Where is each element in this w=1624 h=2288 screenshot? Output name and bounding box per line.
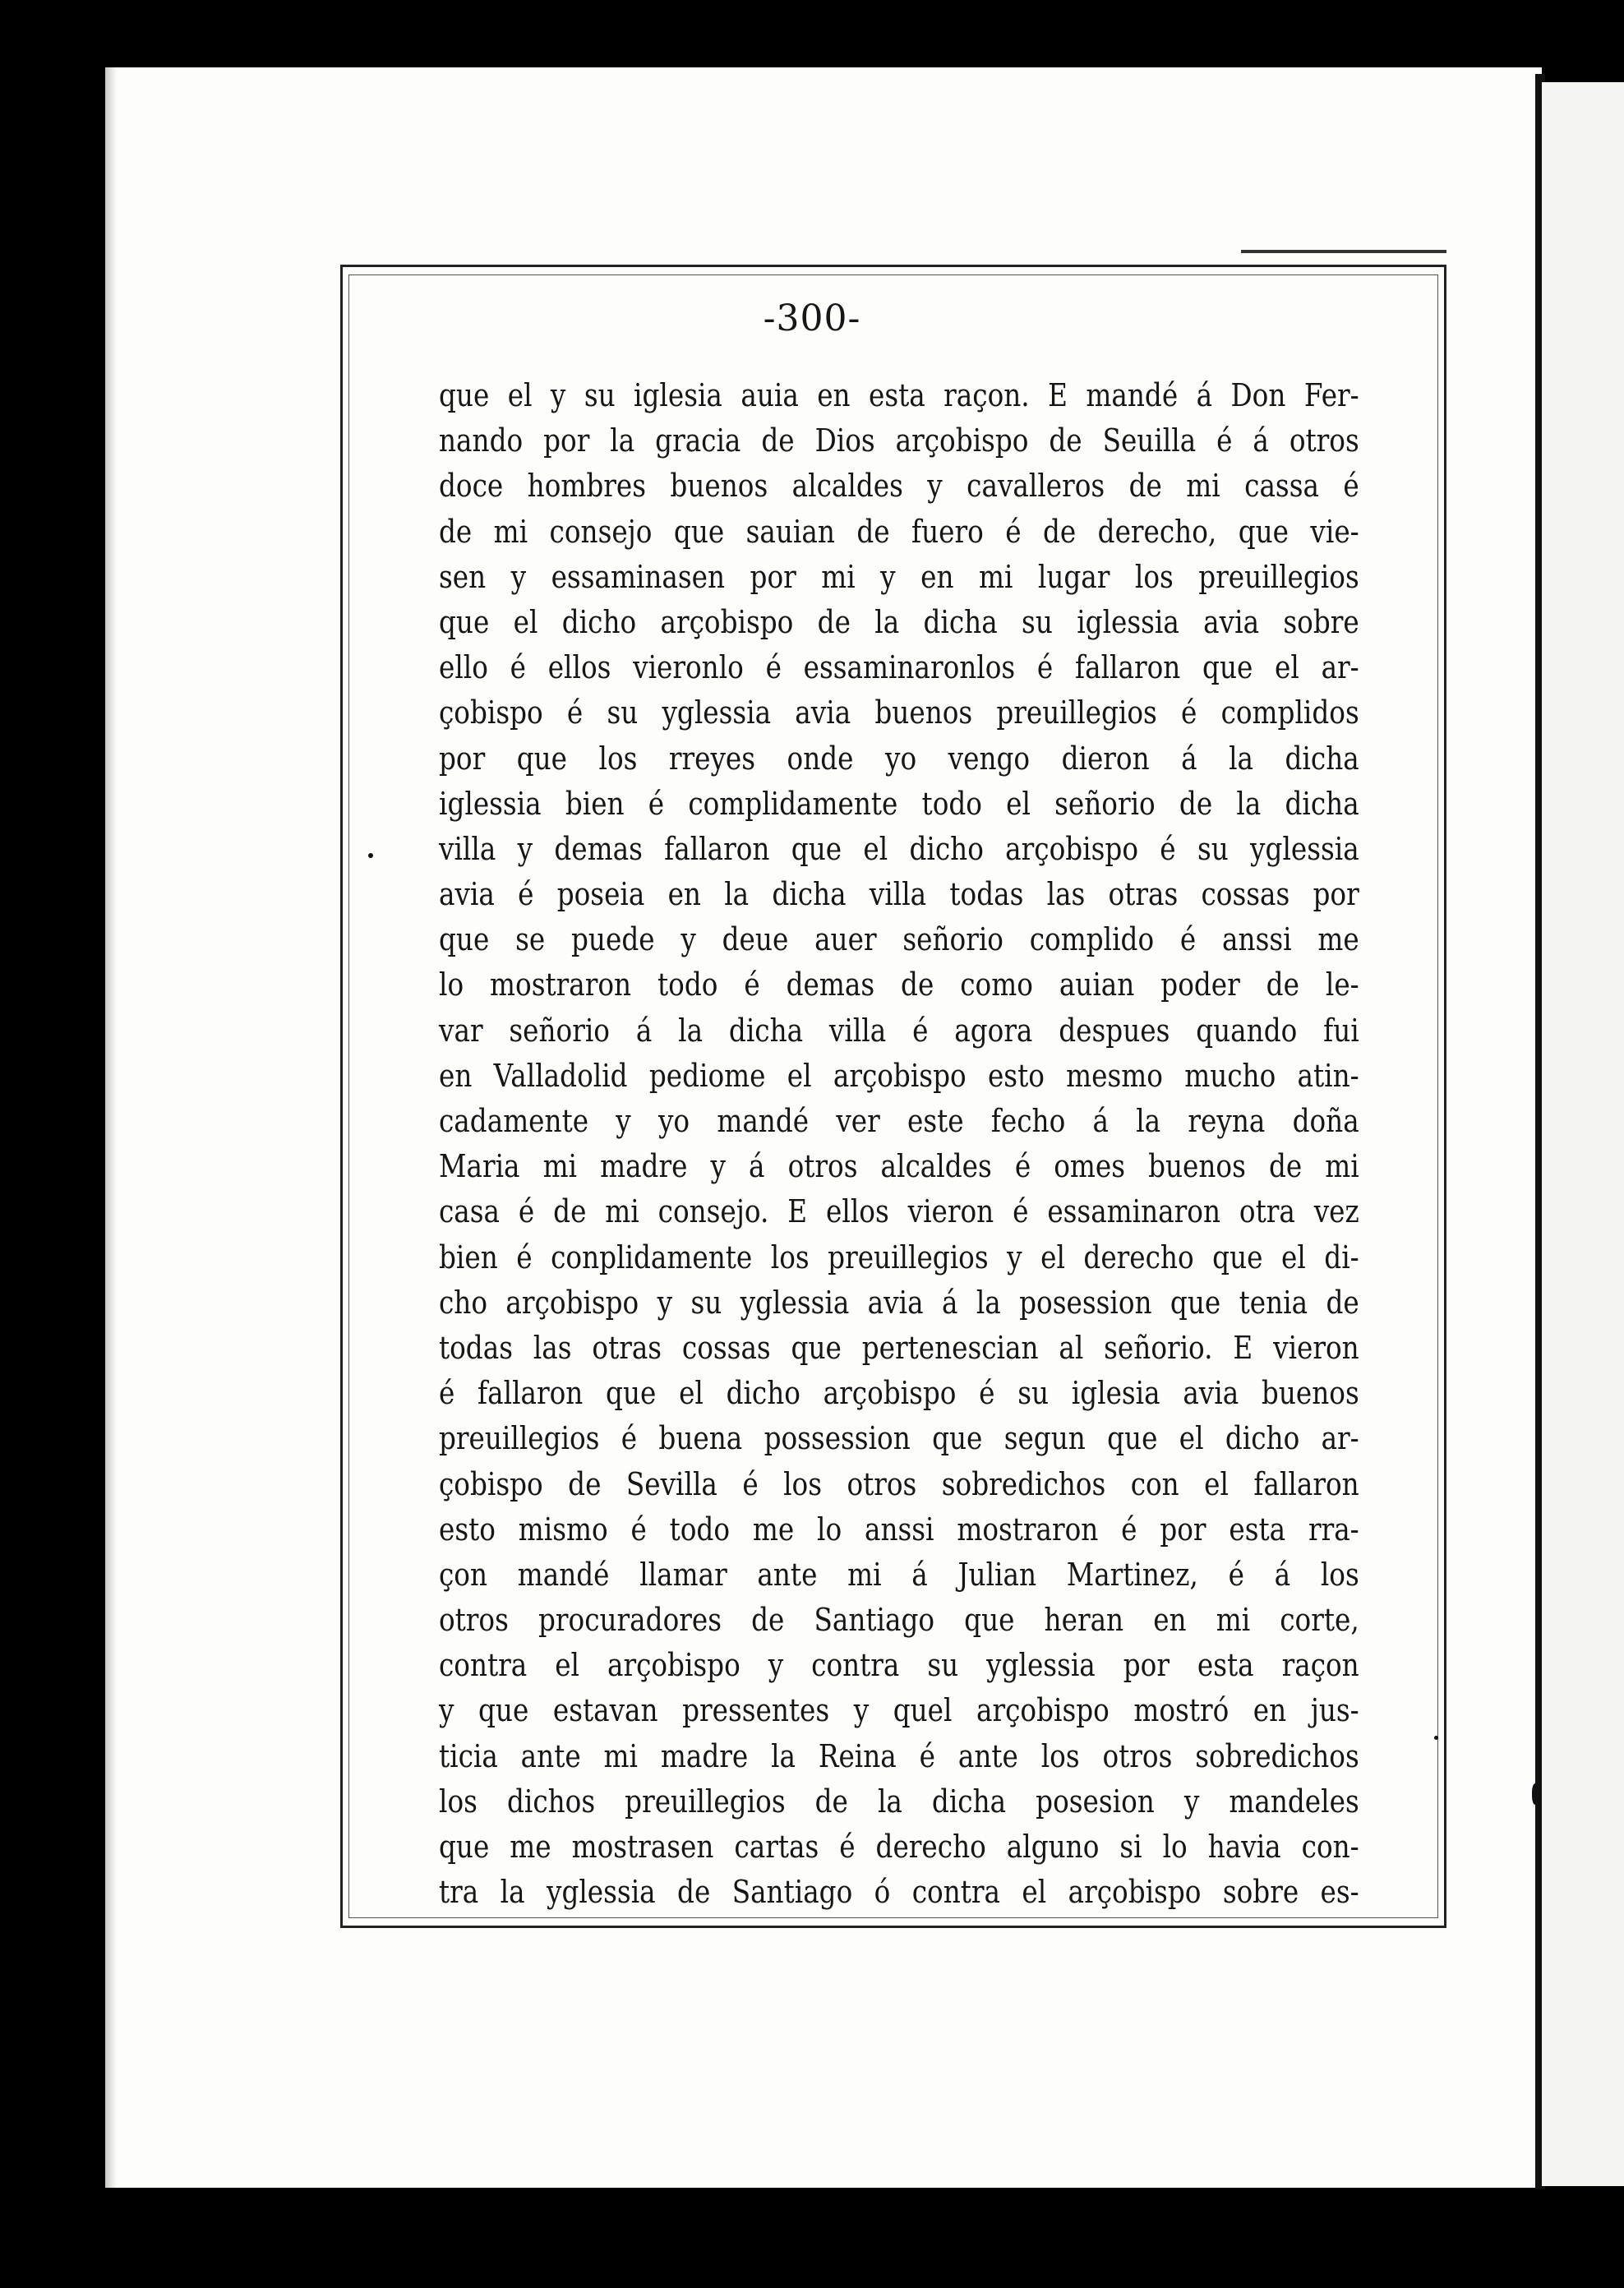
- body-text: [439, 373, 1359, 1915]
- text-line: en Valladolid pediome el arçobispo esto mesmo mucho atin-: [439, 1057, 1359, 1094]
- text-line: sen y essaminasen por mi y en mi lugar los preuillegios: [439, 558, 1359, 595]
- text-line: de mi consejo que sauian de fuero é de derecho, que vie-: [439, 513, 1359, 550]
- text-line: ello é ellos vieronlo é essaminaronlos é fallaron que el ar-: [439, 649, 1359, 686]
- text-line: bien é conplidamente los preuillegios y el derecho que el di-: [439, 1239, 1359, 1275]
- text-line: Maria mi madre y á otros alcaldes é omes buenos de mi: [439, 1148, 1359, 1185]
- page-left-edge: [105, 67, 117, 2188]
- text-line: avia é poseia en la dicha villa todas las otras cossas por: [439, 876, 1359, 913]
- text-line: y que estavan pressentes y quel arçobispo mostró en jus-: [439, 1692, 1359, 1729]
- text-line: esto mismo é todo me lo anssi mostraron é por esta rra-: [439, 1511, 1359, 1548]
- ink-speck: [1434, 1736, 1438, 1740]
- text-line: cadamente y yo mandé ver este fecho á la reyna doña: [439, 1103, 1359, 1139]
- text-line: que el dicho arçobispo de la dicha su iglessia avia sobre: [439, 603, 1359, 640]
- text-line: lo mostraron todo é demas de como auian poder de le-: [439, 966, 1359, 1003]
- text-line: çon mandé llamar ante mi á Julian Martinez, é á los: [439, 1556, 1359, 1593]
- text-line: nando por la gracia de Dios arçobispo de Seuilla é á otros: [439, 422, 1359, 459]
- text-line: casa é de mi consejo. E ellos vieron é essaminaron otra vez: [439, 1193, 1359, 1230]
- facing-page-edge: [1542, 82, 1624, 2186]
- frame-top-rule: [1241, 250, 1446, 253]
- ink-speck: [368, 853, 373, 858]
- text-line: contra el arçobispo y contra su yglessia por esta raçon: [439, 1647, 1359, 1684]
- text-line: ticia ante mi madre la Reina é ante los otros sobredichos: [439, 1737, 1359, 1774]
- text-line: que se puede y deue auer señorio complido é anssi me: [439, 921, 1359, 958]
- text-line: por que los rreyes onde yo vengo dieron á la dicha: [439, 740, 1359, 777]
- text-line: villa y demas fallaron que el dicho arçobispo é su yglessia: [439, 830, 1359, 867]
- text-line: é fallaron que el dicho arçobispo é su iglesia avia buenos: [439, 1375, 1359, 1412]
- text-line: preuillegios é buena possession que segun que el dicho ar-: [439, 1420, 1359, 1457]
- text-line: los dichos preuillegios de la dicha posesion y mandeles: [439, 1783, 1359, 1820]
- ink-speck: [1532, 1783, 1540, 1805]
- text-line: iglessia bien é complidamente todo el señorio de la dicha: [439, 785, 1359, 822]
- text-line: var señorio á la dicha villa é agora despues quando fui: [439, 1012, 1359, 1049]
- text-line: todas las otras cossas que pertenescian al señorio. E vieron: [439, 1329, 1359, 1366]
- text-line: que me mostrasen cartas é derecho alguno si lo havia con-: [439, 1829, 1359, 1865]
- text-line: que el y su iglesia auia en esta raçon. E mandé á Don Fer-: [439, 377, 1359, 413]
- text-line: otros procuradores de Santiago que heran en mi corte,: [439, 1602, 1359, 1639]
- text-line: çobispo é su yglessia avia buenos preuillegios é complidos: [439, 694, 1359, 731]
- text-line: cho arçobispo y su yglessia avia á la posession que tenia de: [439, 1284, 1359, 1321]
- text-line: doce hombres buenos alcaldes y cavalleros de mi cassa é: [439, 468, 1359, 505]
- text-line: tra la yglessia de Santiago ó contra el arçobispo sobre es-: [439, 1874, 1359, 1911]
- text-line: çobispo de Sevilla é los otros sobredichos con el fallaron: [439, 1465, 1359, 1502]
- page-number: -300-: [763, 298, 861, 339]
